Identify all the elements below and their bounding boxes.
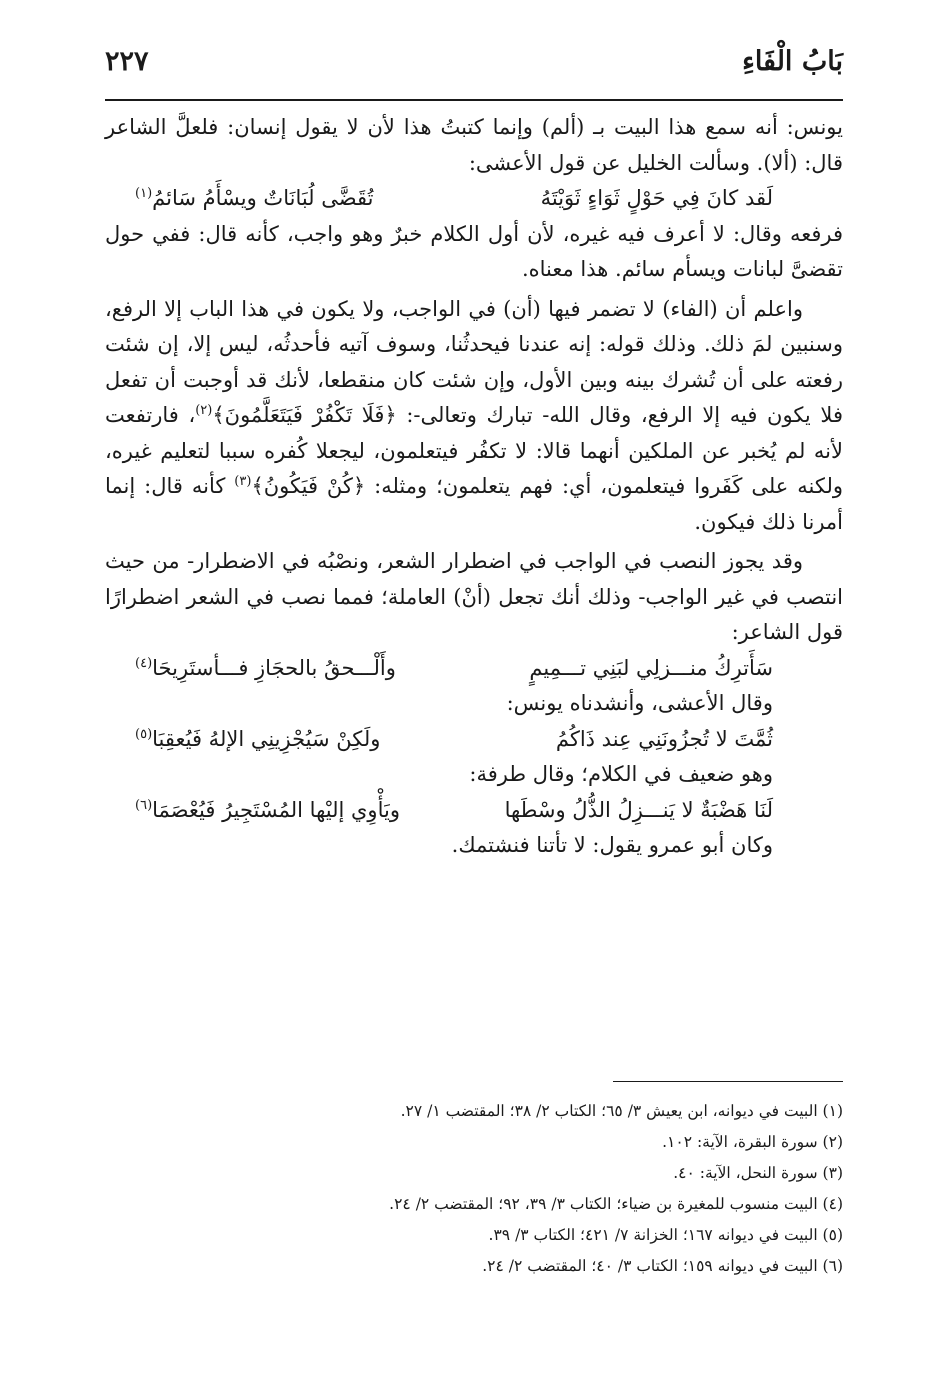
- verse-1-first-hemistich: لَقد كانَ فِي حَوْلٍ ثَوَاءٍ ثَوَيْتَهُ: [540, 186, 773, 210]
- footnote-5: (٥) البيت في ديوانه ١٦٧؛ الخزانة ٧/ ٤٢١؛ الكتاب ٣/ ٣٩.: [488, 1226, 843, 1244]
- footnote-1: (١) البيت في ديوانه، ابن يعيش ٣/ ٦٥؛ الكتاب ٢/ ٣٨؛ المقتضب ١/ ٢٧.: [400, 1102, 843, 1120]
- paragraph-3-part-a: واعلم أن (الفاء) لا تضمر فيها (أن) في الواجب، ولا يكون في هذا الباب إلا الرفع، وسنبين لمَ ذلك. وذلك قوله: إنه عندنا فيحدثُنا، وسوف آتيه فأحدثُه، ليس إلا، إن شئت رفعته على أن تُشرك بينه وبين الأول، وإن شئت كان منقطعا، لأنك قد أوجبت أن تفعل فلا يكون فيه إلا الرفع، وقال الله- تبارك وتعالى-: ﴿فَلَا تَكْفُرْ فَيَتَعَلَّمُونَ﴾: [105, 296, 843, 427]
- chapter-title: بَابُ الْفَاءِ: [742, 46, 843, 77]
- verse-4-second-text: ويَأْوِي إليْها المُسْتَجِيرُ فَيُعْصَمَا: [152, 797, 400, 822]
- footnote-ref-4[interactable]: (٤): [135, 655, 153, 671]
- running-head: [105, 42, 843, 92]
- verse-4: [105, 793, 843, 829]
- footnote-ref-5[interactable]: (٥): [135, 726, 153, 742]
- footnote-2: (٢) سورة البقرة، الآية: ١٠٢.: [662, 1133, 843, 1151]
- verse-3-second-hemistich: [135, 722, 380, 758]
- footnote-ref-2[interactable]: (٢): [195, 403, 213, 418]
- verse-1-second-hemistich: [135, 181, 373, 217]
- header-rule: [105, 99, 843, 101]
- verse-3-second-text: ولَكِنْ سَيُجْزِينِي الإلهُ فَيُعقِبَا: [152, 726, 381, 751]
- verse-3-first-hemistich: ثُمَّتَ لا تُجزُونَنِي عِند ذَاكُمُ: [555, 726, 773, 751]
- verse-3: [105, 722, 843, 758]
- verse-4-second-hemistich: [135, 793, 400, 829]
- footnote-rule: [613, 1081, 843, 1082]
- page-number: ٢٢٧: [105, 46, 149, 77]
- paragraph-2: فرفعه وقال: لا أعرف فيه غيره، لأن أول الكلام خبرٌ وهو واجب، كأنه قال: ففي حول تقضىَّ لبانات ويسأم سائم. هذا معناه.: [105, 221, 844, 281]
- text-line-2: وهو ضعيف في الكلام؛ وقال طرفة:: [469, 762, 773, 786]
- paragraph-3-part-c: كأنه قال: إنما أمرنا ذلك فيكون.: [105, 474, 843, 534]
- verse-2-second-text: وأَلْـــحقُ بالحجَازِ فـــأستَرِيحَا: [152, 655, 396, 680]
- footnote-ref-1[interactable]: (١): [135, 186, 153, 201]
- paragraph-4: وقد يجوز النصب في الواجب في اضطرار الشعر، ونصْبُه في الاضطرار- من حيث انتصب في غير الواجب- وذلك أنك تجعل (أنْ) العاملة؛ فمما نصب في الشعر اضطرارًا قول الشاعر:: [105, 549, 843, 644]
- verse-1: [105, 181, 843, 217]
- text-line-3: وكان أبو عمرو يقول: لا تأتنا فنشتمك.: [451, 833, 773, 857]
- footnote-ref-6[interactable]: (٦): [135, 797, 153, 813]
- main-text: [105, 110, 843, 864]
- verse-2-second-hemistich: [135, 651, 396, 687]
- footnote-3: (٣) سورة النحل، الآية: ٤٠.: [673, 1164, 843, 1182]
- paragraph-1: يونس: أنه سمع هذا البيت بـ (ألم) وإنما كتبتُ هذا لأن لا يقول إنسان: فلعلَّ الشاعر قال: (ألا). وسألت الخليل عن قول الأعشى:: [105, 115, 843, 175]
- verse-1-second-text: تُقَضَّى لُبَانَاتٌ ويسْأَمُ سَائمُ: [152, 186, 374, 210]
- verse-2: [105, 651, 843, 687]
- footnote-ref-3[interactable]: (٣): [234, 474, 252, 489]
- footnote-6: (٦) البيت في ديوانه ١٥٩؛ الكتاب ٣/ ٤٠؛ المقتضب ٢/ ٢٤.: [482, 1257, 843, 1275]
- footnotes: [105, 1096, 843, 1282]
- text-line-1: وقال الأعشى، وأنشدناه يونس:: [506, 691, 773, 715]
- verse-4-first-hemistich: لَنَا هَضْبَةٌ لا يَنـــزِلُ الذُّلُ وسْطَها: [504, 797, 773, 822]
- paragraph-3-part-b: ، فارتفعت لأنه لم يُخبر عن الملكين أنهما قالا: لا تكفُر فيتعلمون، ليجعلا كُفره سببا لتعليم غيره، ولكنه على كَفَروا فيتعلمون، أي: فهم يتعلمون؛ ومثله: ﴿كُنْ فَيَكُونُ﴾: [105, 403, 843, 498]
- paragraph-3: [105, 292, 843, 541]
- verse-2-first-hemistich: سَأَترِكُ منـــزلِي لبَنِي تـــمِيمٍ: [529, 655, 773, 680]
- footnote-4: (٤) البيت منسوب للمغيرة بن ضياء؛ الكتاب ٣/ ٣٩، ٩٢؛ المقتضب ٢/ ٢٤.: [389, 1195, 843, 1213]
